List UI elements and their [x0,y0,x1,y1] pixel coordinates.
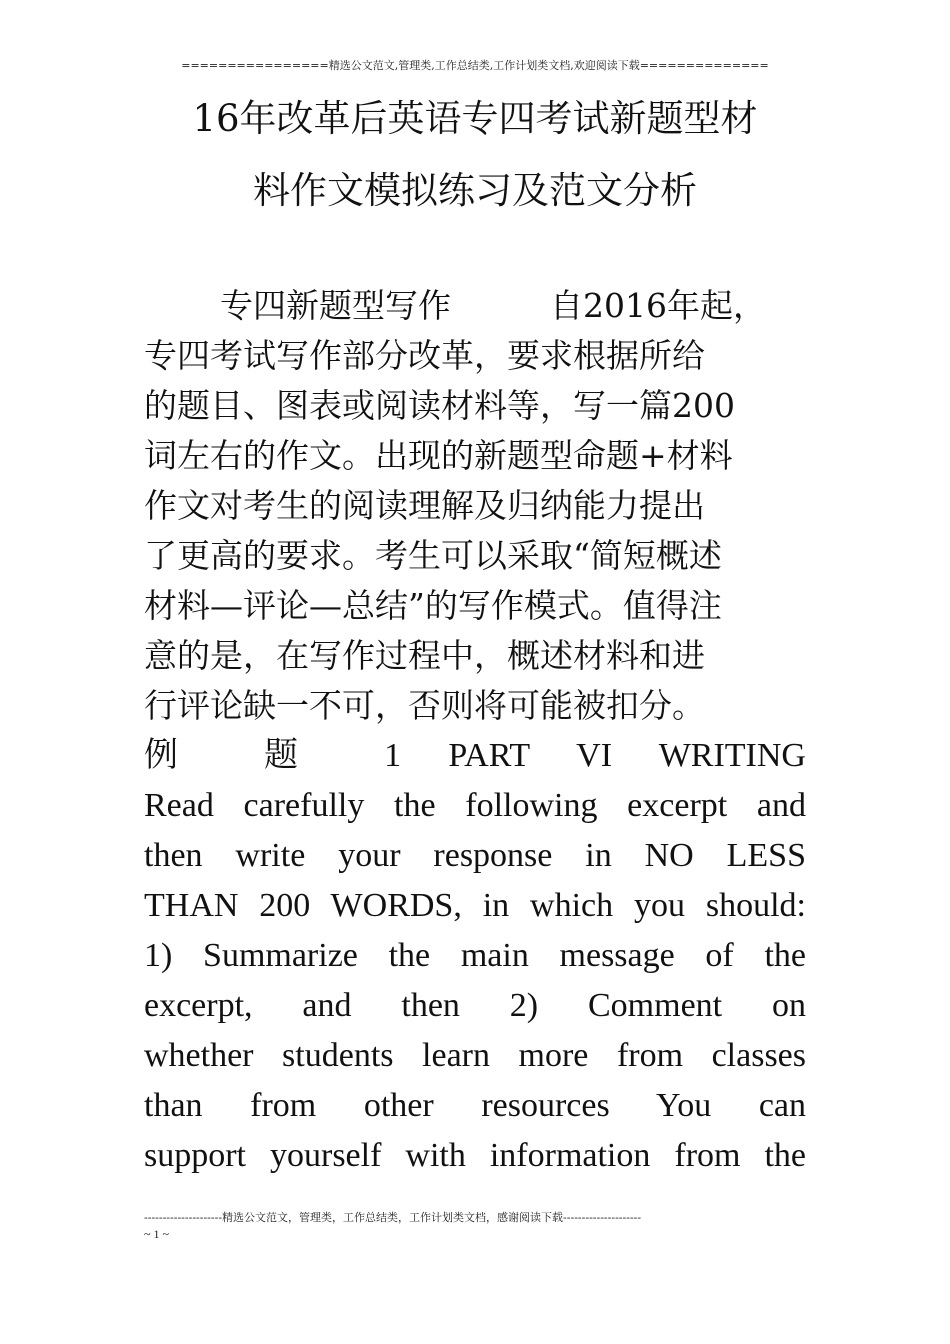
body-line: 材料—评论—总结”的写作模式。值得注 [144,586,722,625]
body-line: 专四新题型写作 自2016年起， [220,286,766,325]
body-line: Read carefully the following excerpt and [144,787,806,824]
header-banner: ================精选公文范文,管理类,工作总结类,工作计划类文档,欢迎阅读下载============== [181,59,769,72]
body-line: 了更高的要求。考生可以采取“简短概述 [144,536,722,575]
body-line: 例 题 1 PART VI WRITING [144,737,806,774]
body-line: 专四考试写作部分改革，要求根据所给 [144,336,705,375]
page-number: ~ 1 ~ [144,1227,169,1241]
body-line: then write your response in NO LESS [144,837,806,874]
document-title-line-2: 料作文模拟练习及范文分析 [253,169,697,212]
body-line: 词左右的作文。出现的新题型命题+材料 [144,436,733,475]
body-line: 作文对考生的阅读理解及归纳能力提出 [144,486,705,525]
body-line: THAN 200 WORDS, in which you should: [144,887,806,924]
body-line: 的题目、图表或阅读材料等，写一篇200 [144,386,735,425]
footer-banner: ---------------------精选公文范文，管理类，工作总结类，工作计划类文档，感谢阅读下载--------------------- [144,1211,642,1224]
body-line: than from other resources You can [144,1087,806,1124]
body-line: 1) Summarize the main message of the [144,937,806,974]
body-line: 意的是，在写作过程中，概述材料和进 [144,636,705,675]
body-line: excerpt, and then 2) Comment on [144,987,806,1024]
body-line: 行评论缺一不可，否则将可能被扣分。 [144,686,705,725]
document-title-line-1: 16年改革后英语专四考试新题型材 [192,97,758,140]
body-line: support yourself with information from the [144,1137,806,1174]
body-line: whether students learn more from classes [144,1037,806,1074]
